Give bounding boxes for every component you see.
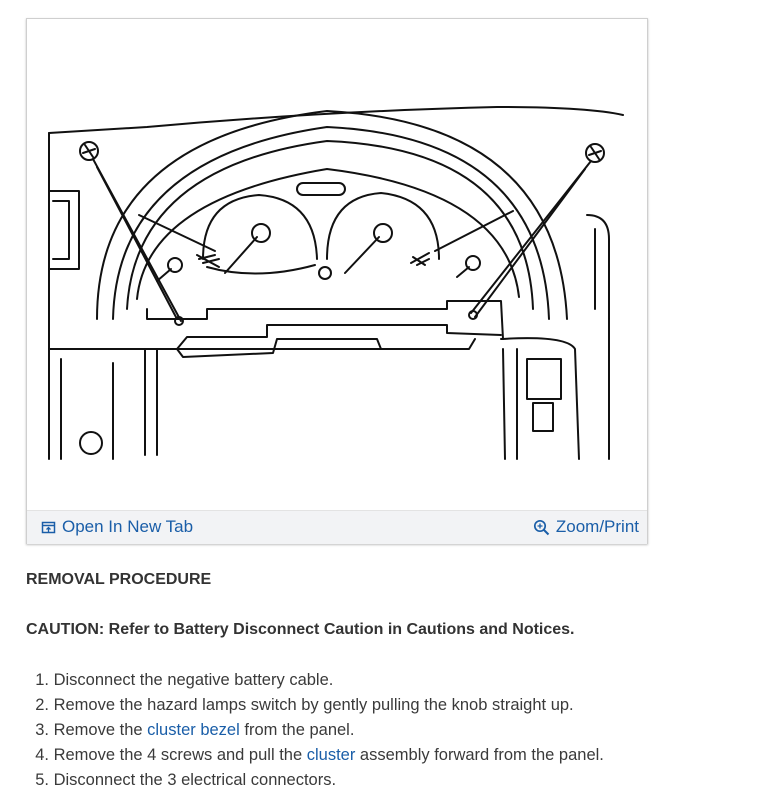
zoom-print-label: Zoom/Print: [555, 517, 639, 536]
step-number: 2.: [35, 696, 49, 714]
step-text: Remove the hazard lamps switch by gently pulling the knob straight up.: [53, 696, 574, 714]
open-in-new-tab-label: Open In New Tab: [62, 517, 194, 536]
step-number: 3.: [35, 721, 49, 739]
step-text: Remove the 4 screws and pull the: [53, 746, 307, 764]
section-heading: REMOVAL PROCEDURE: [26, 571, 212, 588]
step-text: Disconnect the negative battery cable.: [53, 671, 334, 689]
step-text-tail: from the panel.: [239, 721, 355, 739]
step-text: Disconnect the 3 electrical connectors.: [53, 771, 337, 789]
step-item: [26, 668, 604, 693]
step-number: 4.: [35, 746, 49, 764]
figure-card: [26, 18, 648, 544]
figure-toolbar: [27, 510, 647, 544]
step-text-tail: assembly forward from the panel.: [355, 746, 604, 764]
open-in-new-tab-button[interactable]: [41, 517, 193, 537]
step-item: [26, 693, 604, 718]
step-number: 1.: [35, 671, 49, 689]
step-item: [26, 768, 604, 793]
caution-note: CAUTION: Refer to Battery Disconnect Caution in Cautions and Notices.: [26, 621, 575, 638]
open-new-tab-icon: [41, 520, 56, 535]
instrument-cluster-diagram: [27, 19, 647, 509]
procedure-steps: [26, 668, 604, 793]
zoom-magnifier-icon: [533, 519, 550, 536]
step-number: 5.: [35, 771, 49, 789]
zoom-print-button[interactable]: [533, 517, 639, 537]
cluster-bezel-link[interactable]: cluster bezel: [147, 721, 240, 739]
step-item: [26, 718, 604, 743]
cluster-link[interactable]: cluster: [306, 746, 356, 764]
step-text: Remove the: [53, 721, 148, 739]
step-item: [26, 743, 604, 768]
